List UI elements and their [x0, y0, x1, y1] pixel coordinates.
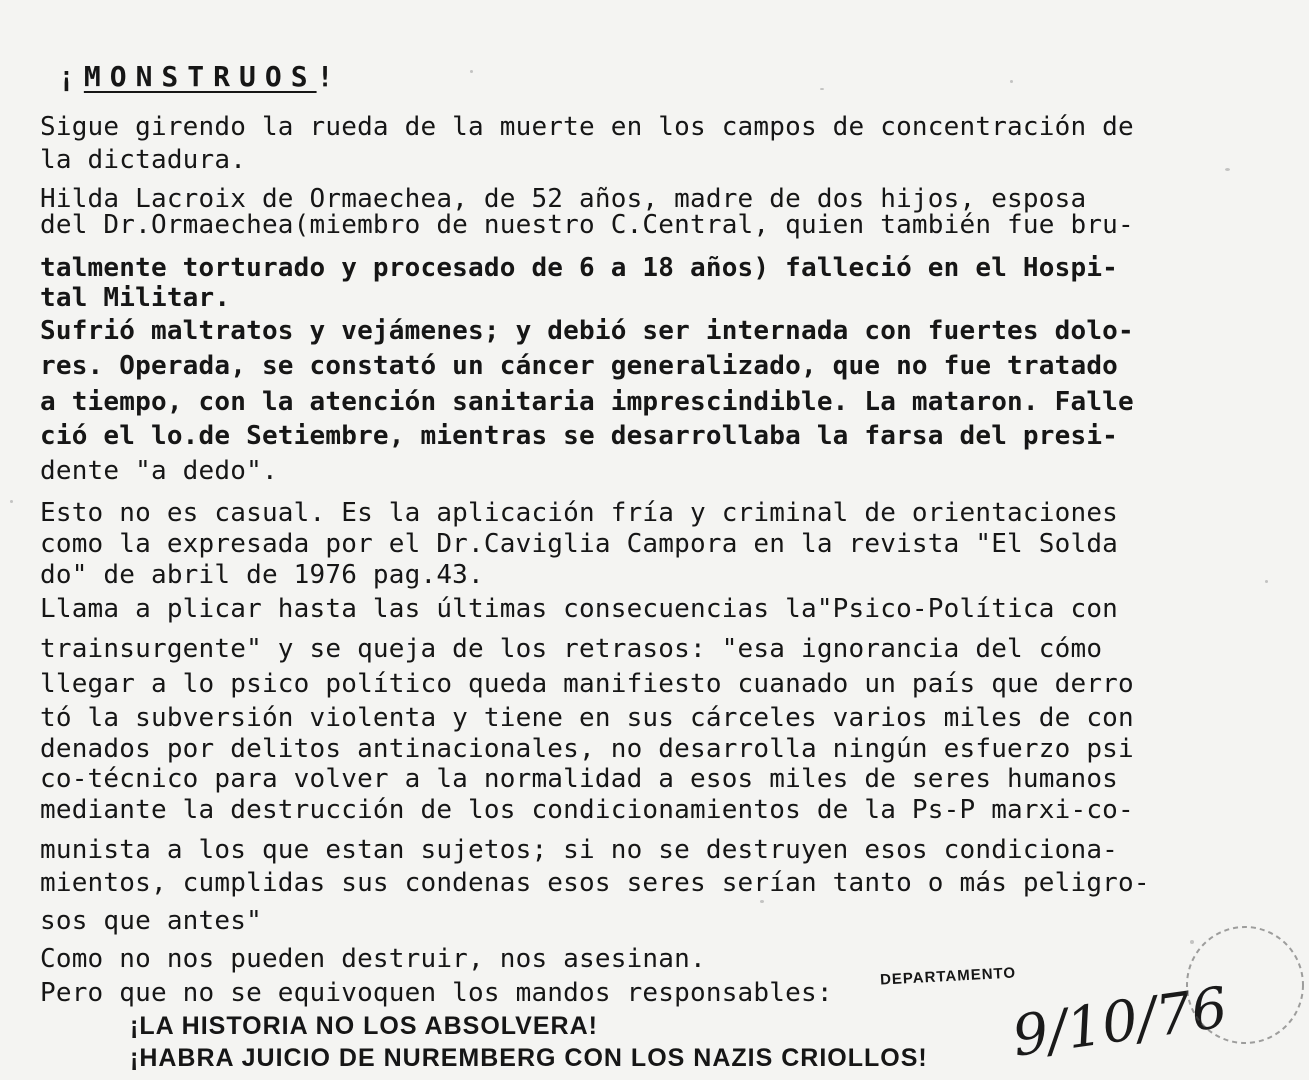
text-line: llegar a lo psico político queda manifiesto cuanado un país que derro: [40, 669, 1134, 699]
handwritten-date: 9/10/76: [1008, 975, 1232, 1070]
scan-speck: [1265, 580, 1268, 583]
text-line: Hilda Lacroix de Ormaechea, de 52 años, madre de dos hijos, esposa: [40, 184, 1087, 214]
text-line: la dictadura.: [40, 145, 247, 175]
text-line: sos que antes": [40, 906, 262, 936]
text-line: Como no nos pueden destruir, nos asesinan.: [40, 944, 706, 974]
text-line: tal Militar.: [40, 283, 231, 313]
text-line: tó la subversión violenta y tiene en sus cárceles varios miles de con: [40, 703, 1134, 733]
text-line: Esto no es casual. Es la aplicación fría y criminal de orientaciones: [40, 498, 1119, 528]
text-line: a tiempo, con la atención sanitaria imprescindible. La mataron. Falle: [40, 387, 1134, 417]
closing-line: ¡HABRA JUICIO DE NUREMBERG CON LOS NAZIS CRIOLLOS!: [130, 1044, 928, 1072]
circular-stamp-mark: [1150, 905, 1309, 1080]
text-line: del Dr.Ormaechea(miembro de nuestro C.Central, quien también fue bru-: [40, 210, 1134, 240]
scan-speck: [1225, 168, 1230, 171]
title-suffix: !: [316, 60, 343, 93]
text-line: como la expresada por el Dr.Caviglia Campora en la revista "El Solda: [40, 529, 1119, 559]
text-line: mediante la destrucción de los condicionamientos de la Ps-P marxi-co-: [40, 795, 1134, 825]
title-word: MONSTRUOS: [83, 60, 317, 93]
scan-speck: [1010, 80, 1013, 83]
closing-line: ¡LA HISTORIA NO LOS ABSOLVERA!: [130, 1012, 598, 1040]
text-line: mientos, cumplidas sus condenas esos seres serían tanto o más peligro-: [40, 868, 1150, 898]
text-line: denados por delitos antinacionales, no desarrolla ningún esfuerzo psi: [40, 734, 1134, 764]
text-line: res. Operada, se constató un cáncer generalizado, que no fue tratado: [40, 351, 1119, 381]
text-line: munista a los que estan sujetos; si no se destruyen esos condiciona-: [40, 835, 1119, 865]
document-title: [58, 60, 342, 93]
text-line: do" de abril de 1976 pag.43.: [40, 560, 484, 590]
text-line: dente "a dedo".: [40, 456, 278, 486]
text-line: Llama a plicar hasta las últimas consecuencias la"Psico-Política con: [40, 594, 1119, 624]
text-line: Sufrió maltratos y vejámenes; y debió ser internada con fuertes dolo-: [40, 316, 1134, 346]
text-line: Pero que no se equivoquen los mandos responsables:: [40, 978, 833, 1008]
text-line: co-técnico para volver a la normalidad a esos miles de seres humanos: [40, 764, 1119, 794]
scan-speck: [470, 70, 473, 73]
scan-speck: [10, 500, 13, 503]
title-prefix: ¡: [58, 60, 84, 93]
scan-speck: [820, 88, 824, 90]
text-line: talmente torturado y procesado de 6 a 18 años) falleció en el Hospi-: [40, 253, 1119, 283]
text-line: trainsurgente" y se queja de los retrasos: "esa ignorancia del cómo: [40, 634, 1103, 664]
text-line: Sigue girendo la rueda de la muerte en los campos de concentración de: [40, 112, 1134, 142]
stamp-label: DEPARTAMENTO: [879, 964, 1017, 989]
text-line: ció el lo.de Setiembre, mientras se desarrollaba la farsa del presi-: [40, 421, 1119, 451]
scan-speck: [760, 900, 764, 903]
